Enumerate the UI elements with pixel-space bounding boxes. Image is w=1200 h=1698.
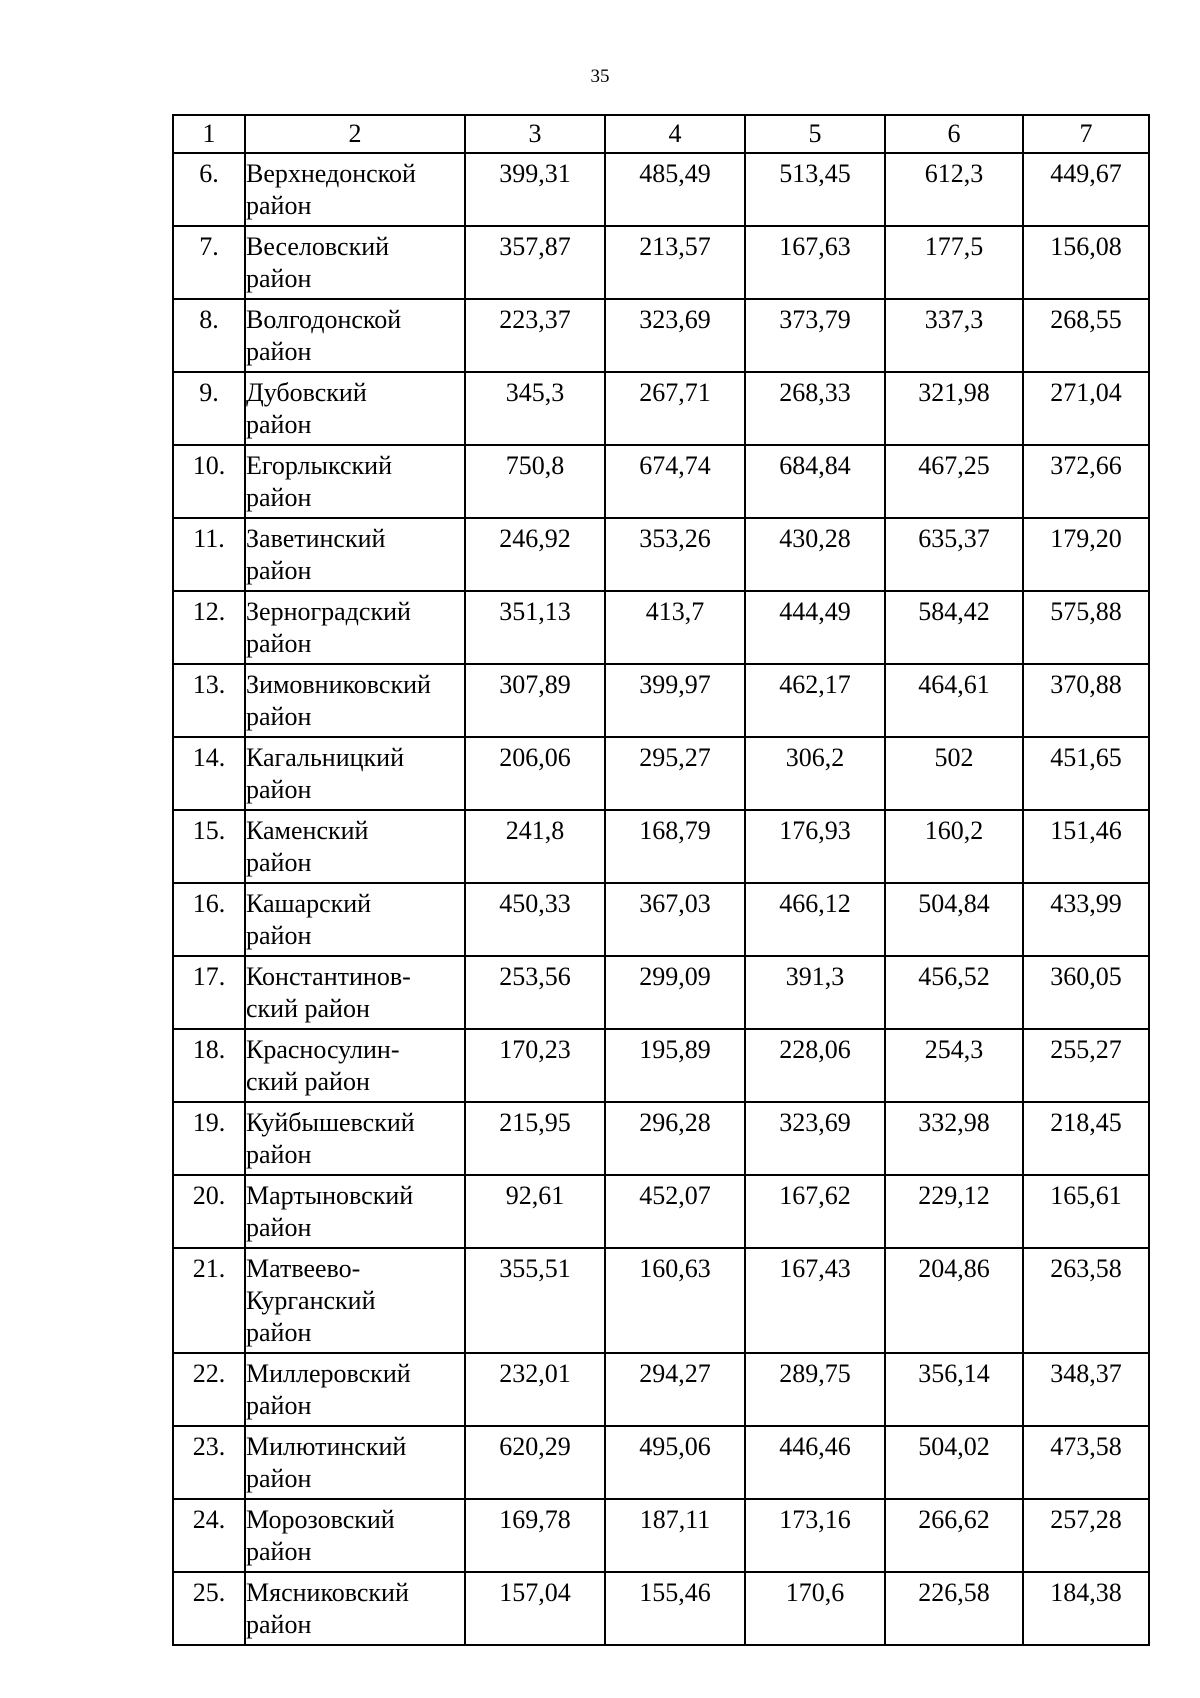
district-name-line: район	[246, 1464, 312, 1493]
value-cell: 263,58	[1023, 1248, 1149, 1353]
district-name	[245, 372, 465, 445]
district-name	[245, 153, 465, 226]
district-name-line: Зерноградский	[246, 597, 411, 626]
value-cell: 184,38	[1023, 1572, 1149, 1645]
table-row	[173, 299, 1149, 372]
district-name	[245, 1426, 465, 1499]
district-name-line: Константинов-	[246, 962, 411, 991]
row-number: 25.	[173, 1572, 245, 1645]
value-cell: 167,62	[745, 1175, 885, 1248]
value-cell: 446,46	[745, 1426, 885, 1499]
value-cell: 348,37	[1023, 1353, 1149, 1426]
value-cell: 575,88	[1023, 591, 1149, 664]
value-cell: 452,07	[605, 1175, 745, 1248]
value-cell: 267,71	[605, 372, 745, 445]
district-name-line: Зимовниковский	[246, 670, 431, 699]
table-row	[173, 591, 1149, 664]
district-name-line: Милютинский	[246, 1432, 407, 1461]
value-cell: 167,63	[745, 226, 885, 299]
row-number: 20.	[173, 1175, 245, 1248]
value-cell: 206,06	[465, 737, 605, 810]
value-cell: 257,28	[1023, 1499, 1149, 1572]
value-cell: 296,28	[605, 1102, 745, 1175]
value-cell: 169,78	[465, 1499, 605, 1572]
table-row	[173, 372, 1149, 445]
district-name	[245, 664, 465, 737]
value-cell: 255,27	[1023, 1029, 1149, 1102]
district-name	[245, 1248, 465, 1353]
district-name-line: район	[246, 848, 312, 877]
district-name-line: район	[246, 410, 312, 439]
value-cell: 449,67	[1023, 153, 1149, 226]
table-row	[173, 518, 1149, 591]
value-cell: 345,3	[465, 372, 605, 445]
district-name	[245, 1499, 465, 1572]
value-cell: 504,02	[885, 1426, 1023, 1499]
value-cell: 684,84	[745, 445, 885, 518]
column-header: 3	[465, 115, 605, 153]
value-cell: 254,3	[885, 1029, 1023, 1102]
district-name-line: район	[246, 629, 312, 658]
value-cell: 513,45	[745, 153, 885, 226]
table-row	[173, 153, 1149, 226]
district-name-line: Егорлыкский	[246, 451, 392, 480]
district-name-line: Морозовский	[246, 1505, 395, 1534]
table-row	[173, 1102, 1149, 1175]
value-cell: 271,04	[1023, 372, 1149, 445]
value-cell: 612,3	[885, 153, 1023, 226]
district-name	[245, 810, 465, 883]
district-name	[245, 737, 465, 810]
district-name-line: Дубовский	[246, 378, 367, 407]
value-cell: 323,69	[745, 1102, 885, 1175]
value-cell: 294,27	[605, 1353, 745, 1426]
district-name	[245, 883, 465, 956]
value-cell: 295,27	[605, 737, 745, 810]
district-name	[245, 1353, 465, 1426]
value-cell: 485,49	[605, 153, 745, 226]
value-cell: 306,2	[745, 737, 885, 810]
column-header: 6	[885, 115, 1023, 153]
value-cell: 466,12	[745, 883, 885, 956]
value-cell: 750,8	[465, 445, 605, 518]
row-number: 23.	[173, 1426, 245, 1499]
district-name-line: Кагальницкий	[246, 743, 405, 772]
value-cell: 268,33	[745, 372, 885, 445]
table-row	[173, 810, 1149, 883]
value-cell: 464,61	[885, 664, 1023, 737]
district-name-line: Веселовский	[246, 232, 390, 261]
value-cell: 462,17	[745, 664, 885, 737]
district-name-line: Волгодонской	[246, 305, 402, 334]
value-cell: 355,51	[465, 1248, 605, 1353]
district-name	[245, 1102, 465, 1175]
district-name-line: Куйбышевский	[246, 1108, 415, 1137]
row-number: 9.	[173, 372, 245, 445]
value-cell: 356,14	[885, 1353, 1023, 1426]
value-cell: 504,84	[885, 883, 1023, 956]
row-number: 8.	[173, 299, 245, 372]
value-cell: 357,87	[465, 226, 605, 299]
value-cell: 332,98	[885, 1102, 1023, 1175]
district-name-line: район	[246, 556, 312, 585]
value-cell: 353,26	[605, 518, 745, 591]
district-name-line: район	[246, 921, 312, 950]
value-cell: 215,95	[465, 1102, 605, 1175]
table-row	[173, 1499, 1149, 1572]
value-cell: 170,23	[465, 1029, 605, 1102]
value-cell: 226,58	[885, 1572, 1023, 1645]
value-cell: 289,75	[745, 1353, 885, 1426]
row-number: 21.	[173, 1248, 245, 1353]
value-cell: 155,46	[605, 1572, 745, 1645]
value-cell: 299,09	[605, 956, 745, 1029]
value-cell: 241,8	[465, 810, 605, 883]
district-name-line: район	[246, 702, 312, 731]
value-cell: 674,74	[605, 445, 745, 518]
column-header: 7	[1023, 115, 1149, 153]
row-number: 18.	[173, 1029, 245, 1102]
value-cell: 195,89	[605, 1029, 745, 1102]
value-cell: 204,86	[885, 1248, 1023, 1353]
value-cell: 413,7	[605, 591, 745, 664]
table-row	[173, 1248, 1149, 1353]
district-name-line: Миллеровский	[246, 1359, 411, 1388]
district-name-line: район	[246, 264, 312, 293]
value-cell: 373,79	[745, 299, 885, 372]
value-cell: 165,61	[1023, 1175, 1149, 1248]
district-name-line: ский район	[246, 1067, 370, 1096]
value-cell: 157,04	[465, 1572, 605, 1645]
column-header: 4	[605, 115, 745, 153]
value-cell: 620,29	[465, 1426, 605, 1499]
row-number: 6.	[173, 153, 245, 226]
district-name	[245, 1572, 465, 1645]
district-name-line: район	[246, 1318, 312, 1347]
value-cell: 266,62	[885, 1499, 1023, 1572]
value-cell: 151,46	[1023, 810, 1149, 883]
district-name-line: Матвеево-	[246, 1254, 361, 1283]
district-name	[245, 445, 465, 518]
page-number: 35	[590, 66, 610, 87]
value-cell: 232,01	[465, 1353, 605, 1426]
value-cell: 268,55	[1023, 299, 1149, 372]
value-cell: 450,33	[465, 883, 605, 956]
district-name	[245, 299, 465, 372]
row-number: 14.	[173, 737, 245, 810]
row-number: 10.	[173, 445, 245, 518]
district-name-line: район	[246, 337, 312, 366]
value-cell: 433,99	[1023, 883, 1149, 956]
value-cell: 495,06	[605, 1426, 745, 1499]
district-name-line: Красносулин-	[246, 1035, 400, 1064]
district-name	[245, 1029, 465, 1102]
district-name-line: Каменский	[246, 816, 369, 845]
value-cell: 360,05	[1023, 956, 1149, 1029]
table-header-row	[173, 115, 1149, 153]
value-cell: 176,93	[745, 810, 885, 883]
value-cell: 473,58	[1023, 1426, 1149, 1499]
value-cell: 179,20	[1023, 518, 1149, 591]
value-cell: 323,69	[605, 299, 745, 372]
value-cell: 213,57	[605, 226, 745, 299]
table-row	[173, 956, 1149, 1029]
value-cell: 167,43	[745, 1248, 885, 1353]
row-number: 19.	[173, 1102, 245, 1175]
row-number: 13.	[173, 664, 245, 737]
column-header: 1	[173, 115, 245, 153]
value-cell: 467,25	[885, 445, 1023, 518]
value-cell: 351,13	[465, 591, 605, 664]
value-cell: 170,6	[745, 1572, 885, 1645]
row-number: 22.	[173, 1353, 245, 1426]
district-name-line: Мартыновский	[246, 1181, 414, 1210]
district-name-line: Заветинский	[246, 524, 386, 553]
district-name	[245, 591, 465, 664]
value-cell: 584,42	[885, 591, 1023, 664]
value-cell: 253,56	[465, 956, 605, 1029]
district-name	[245, 518, 465, 591]
district-name-line: район	[246, 191, 312, 220]
value-cell: 173,16	[745, 1499, 885, 1572]
district-name-line: Верхнедонской	[246, 159, 416, 188]
value-cell: 456,52	[885, 956, 1023, 1029]
value-cell: 321,98	[885, 372, 1023, 445]
district-name-line: район	[246, 1140, 312, 1169]
table-row	[173, 1029, 1149, 1102]
value-cell: 160,2	[885, 810, 1023, 883]
value-cell: 502	[885, 737, 1023, 810]
table-row	[173, 883, 1149, 956]
value-cell: 399,31	[465, 153, 605, 226]
row-number: 11.	[173, 518, 245, 591]
district-name-line: район	[246, 1537, 312, 1566]
row-number: 16.	[173, 883, 245, 956]
district-name-line: район	[246, 483, 312, 512]
table-row	[173, 1353, 1149, 1426]
value-cell: 177,5	[885, 226, 1023, 299]
table-row	[173, 737, 1149, 810]
value-cell: 635,37	[885, 518, 1023, 591]
value-cell: 229,12	[885, 1175, 1023, 1248]
row-number: 7.	[173, 226, 245, 299]
value-cell: 372,66	[1023, 445, 1149, 518]
district-name-line: Курганский	[246, 1286, 376, 1315]
column-header: 2	[245, 115, 465, 153]
district-name-line: район	[246, 1213, 312, 1242]
table-row	[173, 445, 1149, 518]
district-name	[245, 226, 465, 299]
value-cell: 337,3	[885, 299, 1023, 372]
value-cell: 187,11	[605, 1499, 745, 1572]
district-name	[245, 956, 465, 1029]
value-cell: 444,49	[745, 591, 885, 664]
value-cell: 367,03	[605, 883, 745, 956]
data-table	[172, 114, 1150, 1646]
value-cell: 228,06	[745, 1029, 885, 1102]
value-cell: 430,28	[745, 518, 885, 591]
row-number: 12.	[173, 591, 245, 664]
value-cell: 156,08	[1023, 226, 1149, 299]
value-cell: 160,63	[605, 1248, 745, 1353]
row-number: 24.	[173, 1499, 245, 1572]
value-cell: 370,88	[1023, 664, 1149, 737]
value-cell: 168,79	[605, 810, 745, 883]
value-cell: 391,3	[745, 956, 885, 1029]
value-cell: 399,97	[605, 664, 745, 737]
value-cell: 223,37	[465, 299, 605, 372]
table-body	[173, 115, 1149, 1645]
value-cell: 246,92	[465, 518, 605, 591]
district-name-line: Кашарский	[246, 889, 372, 918]
district-name-line: Мясниковский	[246, 1578, 409, 1607]
value-cell: 307,89	[465, 664, 605, 737]
column-header: 5	[745, 115, 885, 153]
row-number: 17.	[173, 956, 245, 1029]
district-name-line: район	[246, 1391, 312, 1420]
district-name-line: ский район	[246, 994, 370, 1023]
table-row	[173, 1572, 1149, 1645]
value-cell: 92,61	[465, 1175, 605, 1248]
table-row	[173, 1175, 1149, 1248]
table-row	[173, 664, 1149, 737]
district-name-line: район	[246, 1610, 312, 1639]
district-name-line: район	[246, 775, 312, 804]
row-number: 15.	[173, 810, 245, 883]
value-cell: 451,65	[1023, 737, 1149, 810]
district-name	[245, 1175, 465, 1248]
value-cell: 218,45	[1023, 1102, 1149, 1175]
table-row	[173, 1426, 1149, 1499]
table-row	[173, 226, 1149, 299]
